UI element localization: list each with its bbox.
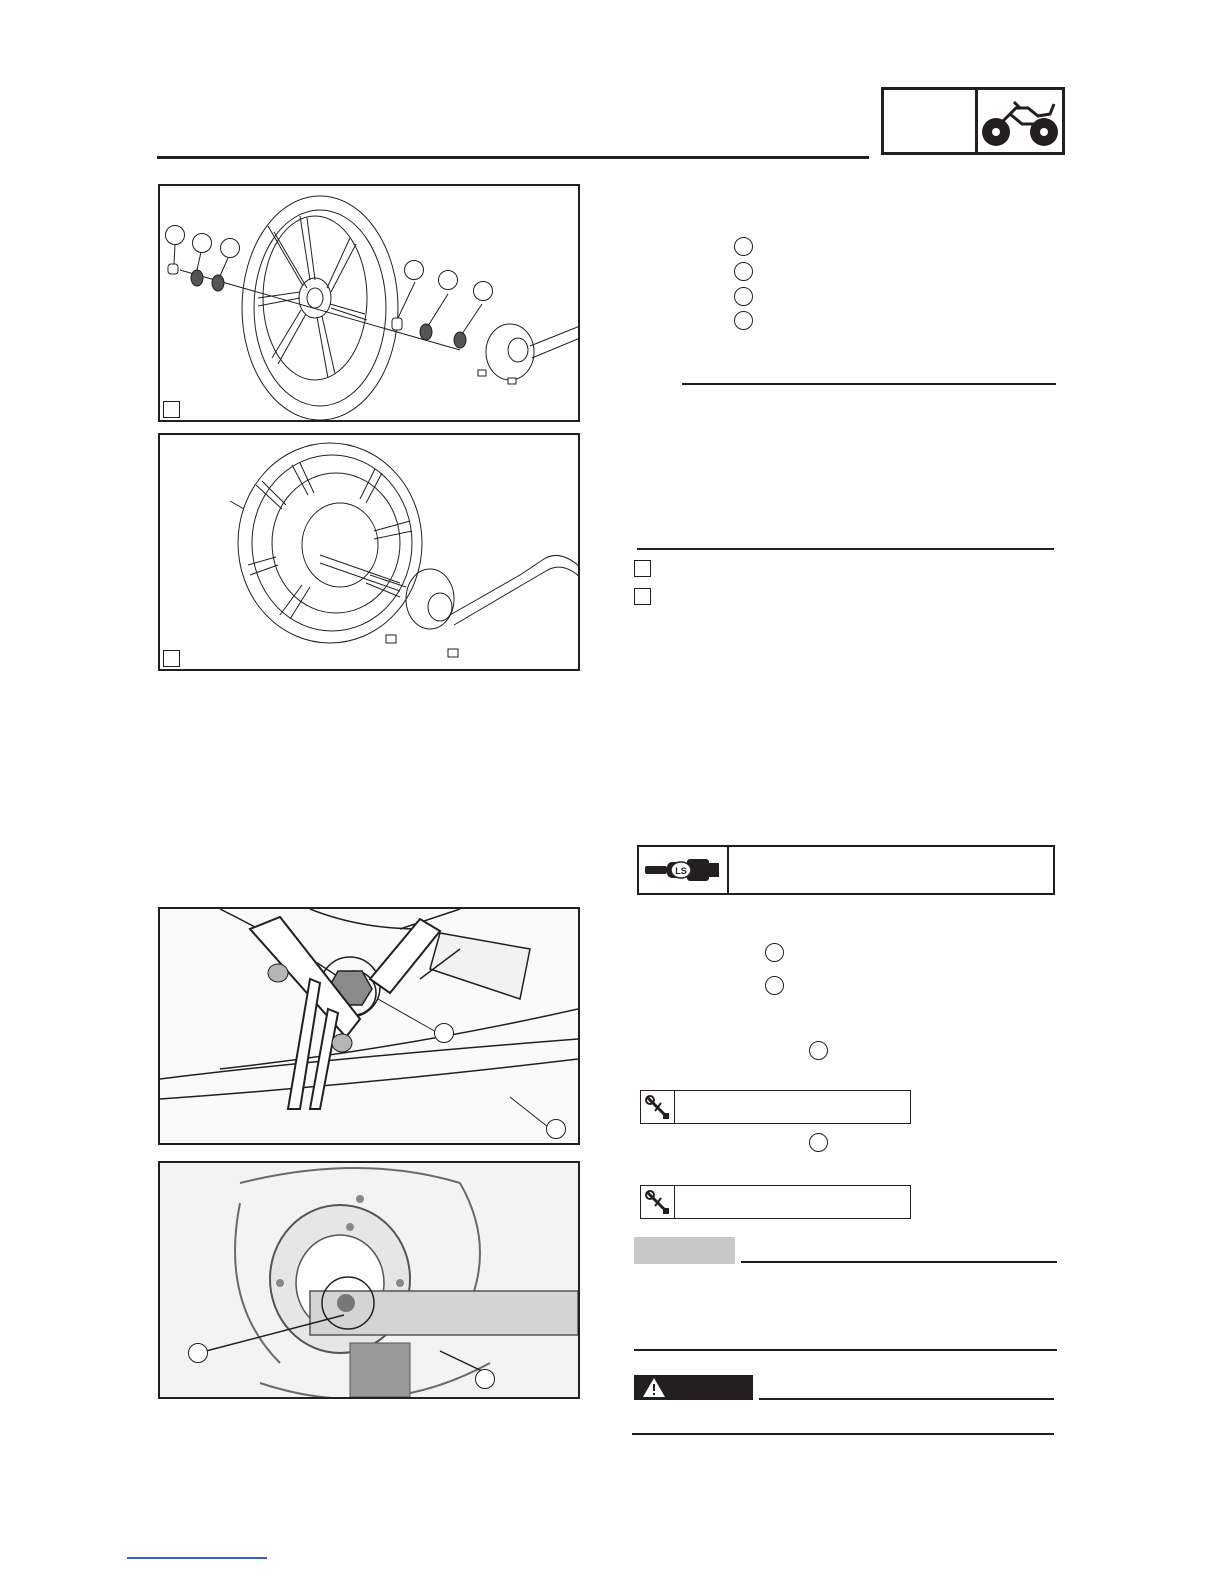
part-callout (188, 1343, 208, 1363)
part-callout (438, 270, 458, 290)
part-callout (734, 262, 753, 281)
footer-link-underline[interactable] (127, 1557, 267, 1559)
axle-nut-installed-photo (160, 1163, 578, 1397)
torque-icon-cell (641, 1091, 675, 1123)
part-callout (809, 1133, 828, 1152)
wheel-exploded-drawing (160, 186, 578, 420)
warning-badge (634, 1375, 753, 1400)
lubricant-icon-cell (639, 847, 729, 893)
warning-rule-top (759, 1398, 1054, 1400)
part-callout (404, 260, 424, 280)
part-callout (220, 238, 240, 258)
torque-wrench-icon (641, 1091, 673, 1122)
key-mark (634, 560, 651, 577)
figure-corner-mark (163, 401, 180, 418)
part-callout (546, 1119, 566, 1139)
chapter-tab (881, 87, 1065, 155)
atv-icon (980, 94, 1062, 150)
chapter-tab-divider (975, 90, 978, 152)
part-callout (192, 233, 212, 253)
header-rule (157, 156, 869, 159)
axle-nut-wrench-photo (160, 909, 578, 1143)
part-callout (809, 1041, 828, 1060)
torque-spec-box (640, 1185, 911, 1219)
ls-grease-icon (639, 847, 725, 893)
fig-wheel-brake-assembly (158, 433, 580, 671)
part-callout (434, 1023, 454, 1043)
lubricant-spec-box (637, 845, 1055, 895)
chapter-tab-label-cell (884, 90, 975, 152)
wheel-brake-drawing (160, 435, 578, 669)
part-callout (765, 943, 784, 962)
fig-axle-nut-installed (158, 1161, 580, 1399)
note-rule-top (741, 1261, 1057, 1263)
part-callout (475, 1369, 495, 1389)
part-callout (473, 281, 493, 301)
ls-icon-text: LS (675, 866, 687, 876)
warning-triangle-icon (634, 1375, 674, 1400)
section-rule (637, 548, 1054, 550)
fig-wheel-exploded (158, 184, 580, 422)
warning-rule-bottom (632, 1433, 1054, 1435)
figure-corner-mark (163, 650, 180, 667)
torque-spec-box (640, 1090, 911, 1124)
part-callout (165, 225, 185, 245)
section-rule (682, 383, 1056, 385)
part-callout (765, 976, 784, 995)
note-rule-bottom (634, 1349, 1057, 1351)
torque-wrench-icon (641, 1186, 673, 1217)
note-badge (634, 1237, 735, 1264)
torque-icon-cell (641, 1186, 675, 1218)
fig-axle-nut-wrench (158, 907, 580, 1145)
part-callout (734, 311, 753, 330)
part-callout (734, 287, 753, 306)
key-mark (634, 588, 651, 605)
part-callout (734, 237, 753, 256)
